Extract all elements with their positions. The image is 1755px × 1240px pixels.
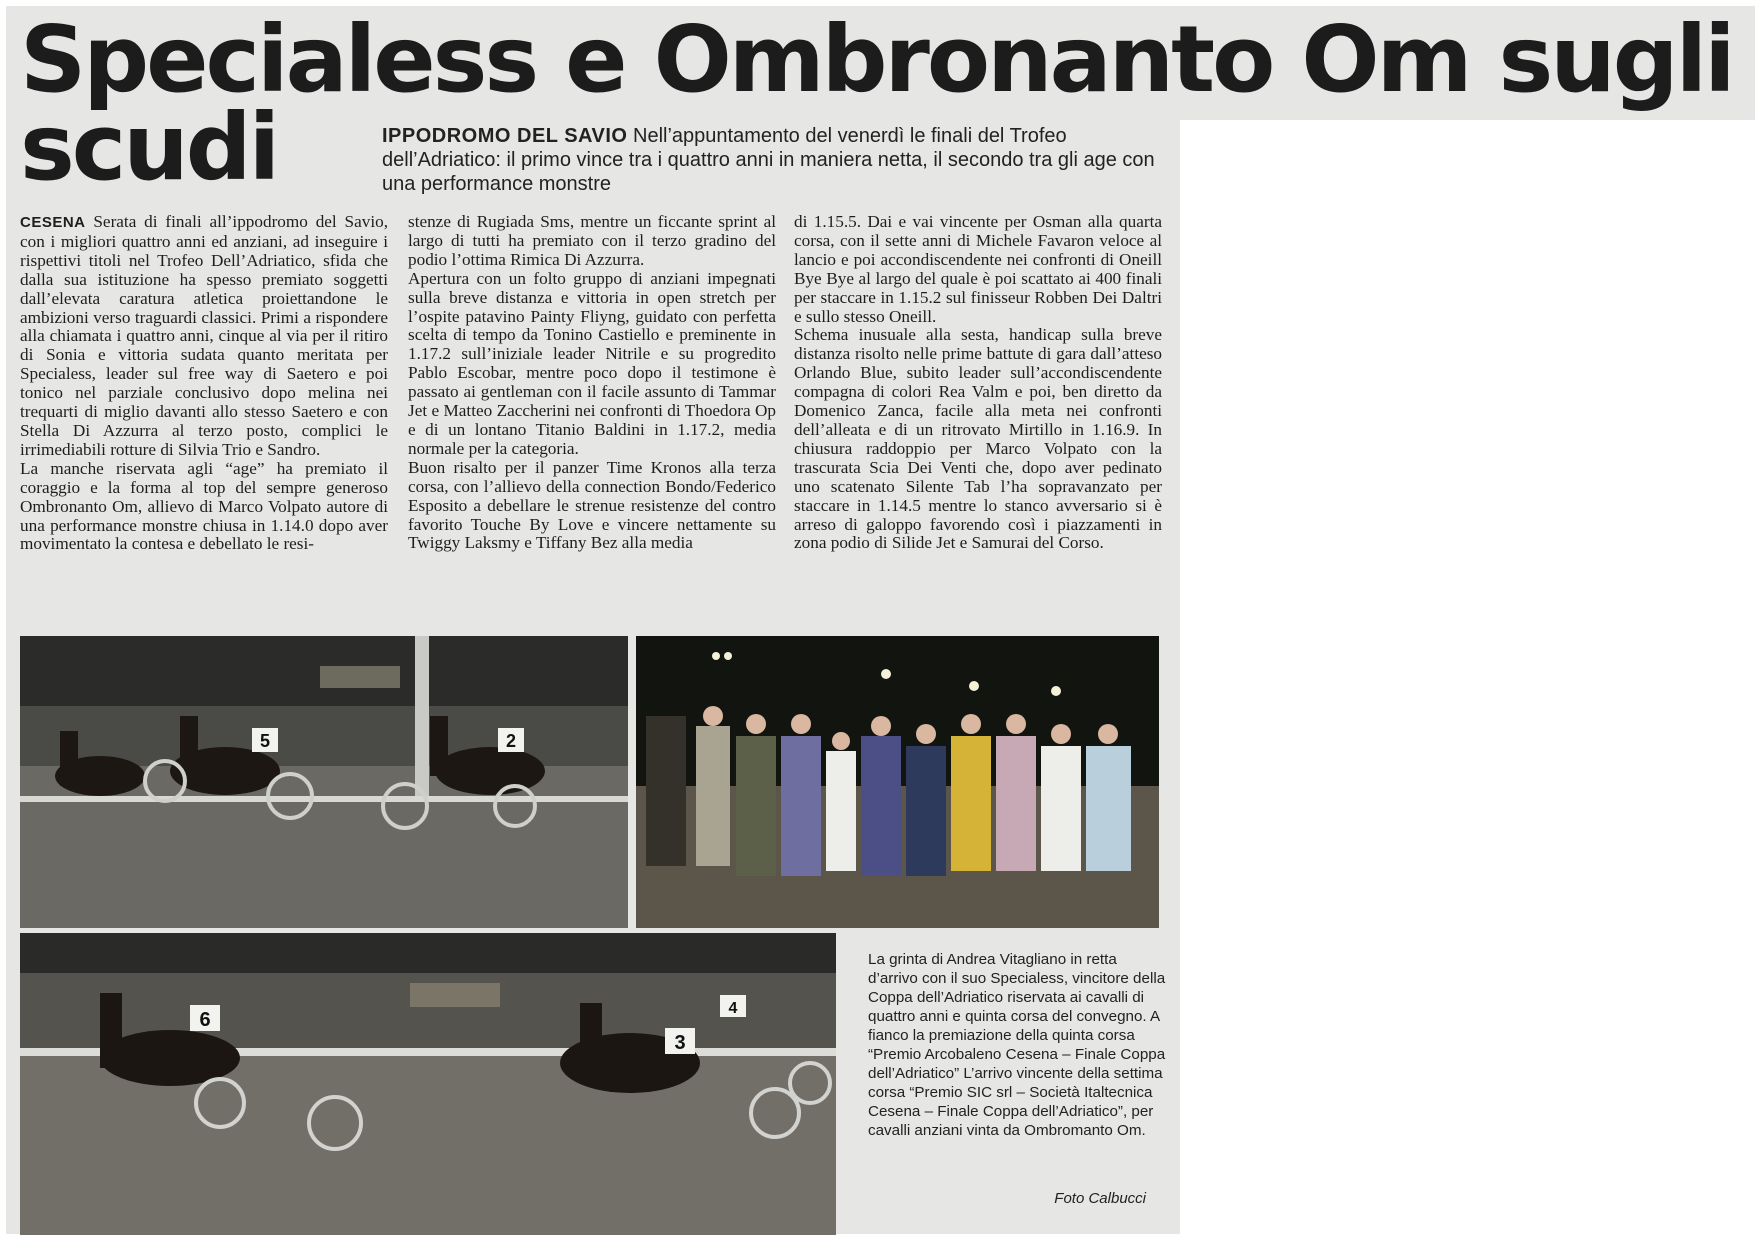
paragraph: Apertura con un folto gruppo di anziani impegnati sulla breve distanza e vittoria in open stretch per l’ospite patavino Painty Fliyng, guidato con perfetta scelta di tempo da Tonino Castiello e preminente in 1.17.2 sull’iniziale leader Nitrile e su progredito Pablo Escobar, mentre poco dopo il testimone è passato ai gentleman con il facile assunto di Tammar Jet e Matteo Zaccherini nei confronti di Thoedora Op e di un lontano Titanio Baldini in 1.17.2, media normale per la categoria. bbox=[408, 268, 776, 458]
blank-margin bbox=[1180, 120, 1755, 1240]
paragraph: di 1.15.5. Dai e vai vincente per Osman alla quarta corsa, con il sette anni di Michele Favaron veloce al lancio e poi accondiscendente nei confronti di Oneill Bye Bye al largo del quale è poi scattato ai 400 finali per staccare in 1.15.2 sul finisseur Robben Dei Daltri e sullo stesso Oneill. bbox=[794, 213, 1162, 326]
paragraph-text: Serata di finali all’ippodromo del Savio, con i migliori quattro anni ed anziani, ad inseguire i rispettivi titoli nel Trofeo Dell’Adriatico, sfida che dalla sua istituzione ha spesso premiato soggetti dall’elevata caratura atletica proiettandone le ambizioni verso traguardi classici. Primi a rispondere alla chiamata i quattro anni, cinque al via per il ritiro di Sonia e vittoria sudata quanto meritata per Specialess, leader sul free way di Saetero e poi tonico nel parziale conclusivo dopo melina nei trequarti di miglio davanti allo stesso Saetero e con Stella Di Azzurra al terzo posto, complici le irrimediabili rotture di Silvia Trio e Sandro. bbox=[20, 213, 388, 459]
saddle-number: 5 bbox=[259, 731, 271, 751]
dateline: CESENA bbox=[20, 214, 86, 231]
saddle-number: 2 bbox=[505, 731, 517, 751]
headline-line-1: Specialess e Ombronanto Om sugli bbox=[20, 6, 1733, 113]
kicker-text: Nell’appuntamento del venerdì le finali del Trofeo dell’Adriatico: il primo vince tra i quattro anni in maniera netta, il secondo tra gli age con una performance monstre bbox=[382, 125, 1155, 195]
paragraph bbox=[20, 213, 388, 460]
race-photo-2 bbox=[20, 933, 836, 1235]
kicker-label: IPPODROMO DEL SAVIO bbox=[382, 125, 628, 147]
paragraph: Buon risalto per il panzer Time Kronos alla terza corsa, con l’allievo della connection Bondo/Federico Esposito a debellare le strenue resistenze del contro favorito Touche By Love e vincere nettamente su Twiggy Laksmy e Tiffany Bez alla media bbox=[408, 457, 776, 553]
photo-credit: Foto Calbucci bbox=[1054, 1190, 1146, 1207]
paragraph: Schema inusuale alla sesta, handicap sulla breve distanza risolto nelle prime battute di gara dall’atteso Orlando Blue, subito leader sull’accondiscendente compagna di colori Rea Valm e poi, ben diretto da Domenico Zanca, facile alla meta nei confronti dell’alleata e di un ritrovato Mirtillo in 1.16.9. In chiusura raddoppio per Marco Volpato con la trascurata Scia Dei Venti che, dopo aver pedinato uno scatenato Silente Tab l’ha sopravanzato per staccare in 1.14.5 mentre lo stanco avversario si è arreso di galoppo favorendo così i piazzamenti in zona podio di Silide Jet e Samurai del Corso. bbox=[794, 325, 1162, 553]
award-ceremony-photo bbox=[636, 636, 1159, 928]
paragraph: stenze di Rugiada Sms, mentre un ficcante sprint al largo di tutti ha premiato con il terzo gradino del podio l’ottima Rimica Di Azzurra. bbox=[408, 213, 776, 269]
saddle-number: 4 bbox=[728, 1000, 738, 1017]
article-column-1 bbox=[20, 213, 388, 623]
saddle-number: 3 bbox=[674, 1032, 686, 1054]
kicker bbox=[382, 124, 1162, 196]
paragraph: La manche riservata agli “age” ha premiato il coraggio e la forma al top del sempre generoso Ombronanto Om, allievo di Marco Volpato autore di una performance monstre chiusa in 1.14.0 dopo aver movimentato la contesa e debellato le resi- bbox=[20, 458, 388, 554]
photo-caption: La grinta di Andrea Vitagliano in retta d’arrivo con il suo Specialess, vincitore della Coppa dell’Adriatico riservata ai cavalli di quattro anni e quinta corsa del convegno. A fianco la premiazione della quinta corsa “Premio Arcobaleno Cesena – Finale Coppa dell’Adriatico” L’arrivo vincente della settima corsa “Premio SIC srl – Società Italtecnica Cesena – Finale Coppa dell’Adriatico”, per cavalli anziani vinta da Ombromanto Om. bbox=[868, 951, 1166, 1139]
race-photo-1 bbox=[20, 636, 628, 928]
article-column-2 bbox=[408, 213, 776, 623]
saddle-number: 6 bbox=[199, 1009, 211, 1031]
headline-line-2: scudi bbox=[20, 94, 278, 201]
article-column-3 bbox=[794, 213, 1162, 623]
